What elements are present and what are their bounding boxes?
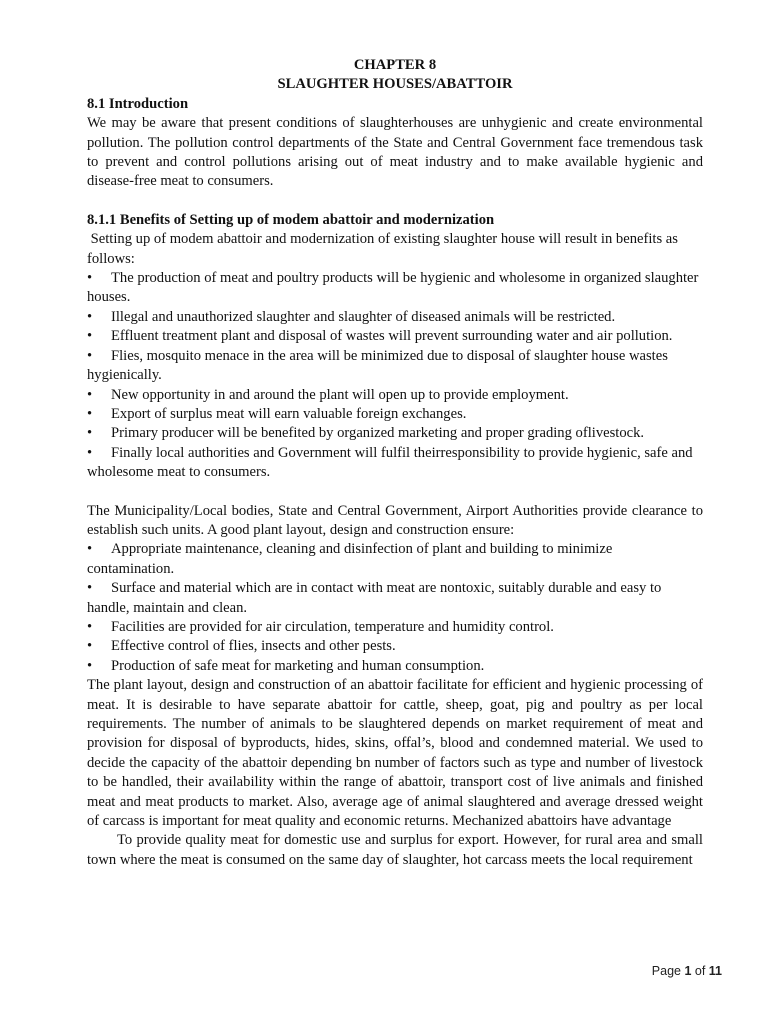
bullet-icon: • [87, 386, 93, 403]
bullet-icon: • [87, 541, 93, 558]
clearance-list [87, 540, 703, 676]
bullet-icon: • [87, 444, 93, 461]
final-paragraph: To provide quality meat for domestic use and surplus for export. However, for rural area and small town where the meat is consumed on the same day of slaughter, hot carcass meets the local requirement [87, 832, 703, 868]
total-pages: 11 [708, 964, 722, 978]
benefits-list [87, 269, 703, 482]
layout-paragraph: The plant layout, design and construction of an abattoir facilitate for efficient and hygienic processing of meat. It is desirable to have separate abattoir for cattle, sheep, goat, pig and poultry as per local requirements. The number of animals to be slaughtered depends on market requirement of meat and provision for disposal of byproducts, hides, skins, offal’s, blood and condemned material. We used to decide the capacity of the abattoir depending bn number of factors such as type and number of livestock to be handled, their availability within the range of abattoir, transport cost of live animals and finished meat and meat products to market. Also, average age of animal slaughtered and average dressed weight of carcass is important for meat quality and economic returns. Mechanized abattoirs have advantage [87, 677, 703, 830]
page-number: Page 1 of 11 [651, 964, 722, 978]
bullet-icon: • [87, 270, 93, 287]
bullet-icon: • [87, 347, 93, 364]
spacer [87, 483, 703, 502]
bullet-icon: • [87, 328, 93, 345]
benefits-heading: 8.1.1 Benefits of Setting up of modem abattoir and modernization [87, 211, 495, 228]
bullet-icon: • [87, 638, 93, 655]
spacer [87, 192, 703, 211]
current-page: 1 [684, 964, 692, 978]
list-item: • New opportunity in and around the plant will open up to provide employment. [87, 386, 703, 405]
list-item: • Illegal and unauthorized slaughter and slaughter of diseased animals will be restricted. [87, 308, 703, 327]
list-item: • Appropriate maintenance, cleaning and disinfection of plant and building to minimize contamination. [87, 541, 613, 577]
list-item: • Export of surplus meat will earn valuable foreign exchanges. [87, 405, 703, 424]
list-item: • Finally local authorities and Government will fulfil theirresponsibility to provide hygienic, safe and wholesome meat to consumers. [87, 444, 693, 481]
clearance-paragraph: The Municipality/Local bodies, State and Central Government, Airport Authorities provide clearance to establish such units. A good plant layout, design and construction ensure: [87, 502, 703, 538]
chapter-title: SLAUGHTER HOUSES/ABATTOIR [277, 76, 513, 93]
bullet-icon: • [87, 618, 93, 635]
intro-paragraph: We may be aware that present conditions of slaughterhouses are unhygienic and create environmental pollution. The pollution control departments of the State and Central Government face tremendous task to prevent and control pollutions arising out of meat industry and to make available hygienic and disease-free meat to consumers. [87, 115, 703, 190]
list-item: • Flies, mosquito menace in the area will be minimized due to disposal of slaughter house wastes hygienically. [87, 347, 668, 384]
bullet-icon: • [87, 308, 93, 325]
list-item: • Production of safe meat for marketing and human consumption. [87, 657, 703, 676]
list-item: • Facilities are provided for air circulation, temperature and humidity control. [87, 618, 703, 637]
page-content [87, 56, 703, 870]
list-item: • Primary producer will be benefited by organized marketing and proper grading oflivestock. [87, 424, 703, 443]
bullet-icon: • [87, 425, 93, 442]
bullet-icon: • [87, 657, 93, 674]
list-item: • Effluent treatment plant and disposal of wastes will prevent surrounding water and air pollution. [87, 327, 703, 346]
list-item: • Effective control of flies, insects and other pests. [87, 637, 703, 656]
benefits-lead: Setting up of modem abattoir and modernization of existing slaughter house will result in benefits as follows: [87, 231, 682, 267]
list-item: • Surface and material which are in contact with meat are nontoxic, suitably durable and easy to handle, maintain and clean. [87, 580, 662, 616]
intro-heading: 8.1 Introduction [87, 95, 189, 112]
list-item: • The production of meat and poultry products will be hygienic and wholesome in organized slaughter houses. [87, 270, 699, 306]
chapter-number: CHAPTER 8 [353, 57, 437, 73]
bullet-icon: • [87, 405, 93, 422]
bullet-icon: • [87, 580, 93, 597]
